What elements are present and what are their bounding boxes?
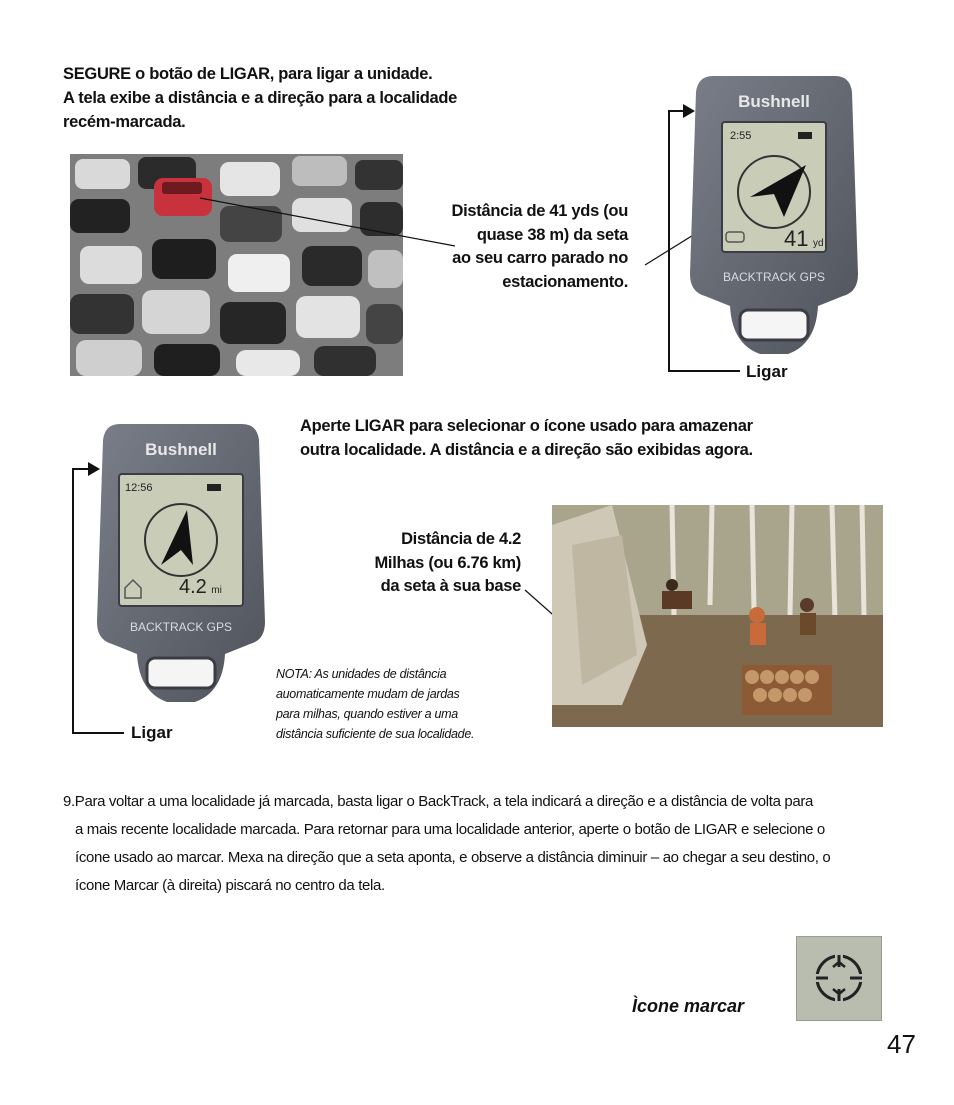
device-model: BACKTRACK GPS: [722, 270, 826, 284]
callout-line: da seta à sua base: [380, 577, 521, 595]
note-line: distância suficiente de sua localidade.: [276, 727, 475, 741]
device-brand: Bushnell: [145, 440, 217, 459]
power-label: Ligar: [131, 723, 173, 742]
callout-line: estacionamento.: [502, 272, 628, 291]
callout-line: quase 38 m) da seta: [476, 225, 628, 244]
device-time: 12:56: [125, 482, 153, 494]
paragraph-line: 9.Para voltar a uma localidade já marcada, basta ligar o BackTrack, a tela indicará a direção e a distância de volta para: [63, 793, 814, 810]
distance-unit: yd: [812, 238, 824, 249]
paragraph-line: ícone Marcar (à direita) piscará no centro da tela.: [75, 877, 385, 894]
power-bracket: [668, 370, 740, 372]
callout-line: Distância de 41 yds (ou: [451, 202, 628, 220]
intro-line: A tela exibe a distância e a direção para a localidade: [63, 89, 458, 107]
device-distance: [784, 226, 824, 252]
power-bracket: [72, 468, 74, 734]
arrow-right-icon: [683, 104, 695, 118]
instruction-paragraph: [63, 788, 903, 900]
callout-line: Aperte LIGAR para selecionar o ícone usado para amazenar: [300, 417, 753, 435]
note-line: para milhas, quando estiver a uma: [276, 707, 458, 721]
note-line: NOTA: As unidades de distância: [276, 667, 447, 681]
device-model: BACKTRACK GPS: [129, 620, 233, 634]
device-distance: [179, 576, 222, 599]
mark-icon-label: Ìcone marcar: [632, 996, 745, 1016]
paragraph-line: a mais recente localidade marcada. Para retornar para uma localidade anterior, aperte o botão de LIGAR e selecione o: [75, 821, 825, 838]
gps-device-illustration: [688, 74, 860, 364]
note-line: auomaticamente mudam de jardas: [276, 687, 460, 701]
distance-value: 41: [784, 226, 809, 251]
units-note: [276, 664, 526, 744]
crosshair-icon: [797, 937, 881, 1020]
car-distance-callout: [410, 200, 628, 294]
page-number: 47: [887, 1029, 916, 1059]
battery-icon: [207, 484, 221, 491]
mark-icon: [796, 936, 882, 1021]
device-time: 2:55: [730, 130, 752, 142]
intro-line: SEGURE o botão de LIGAR, para ligar a unidade.: [63, 65, 433, 83]
campsite-image: [552, 505, 883, 727]
power-bracket: [72, 732, 124, 734]
gps-device-illustration: [95, 422, 267, 712]
power-bracket: [668, 110, 670, 372]
power-label: Ligar: [746, 362, 788, 381]
distance-value: 4.2: [179, 576, 207, 598]
callout-line: ao seu carro parado no: [452, 249, 628, 267]
battery-icon: [798, 132, 812, 139]
callout-line: outra localidade. A distância e a direção são exibidas agora.: [300, 441, 753, 459]
intro-line: recém-marcada.: [63, 113, 186, 131]
distance-unit: mi: [211, 585, 222, 596]
campsite-photo: [552, 505, 883, 727]
callout-line: Milhas (ou 6.76 km): [374, 553, 521, 572]
callout-line: Distância de 4.2: [401, 530, 521, 548]
select-icon-callout: [300, 414, 800, 462]
gps-device-bottom: [95, 422, 267, 712]
arrow-right-icon: [88, 462, 100, 476]
camp-distance-callout: [330, 528, 521, 599]
device-brand: Bushnell: [738, 92, 810, 111]
paragraph-line: ícone usado ao marcar. Mexa na direção que a seta aponta, e observe a distância diminuir – ao chegar a seu destino, o: [75, 849, 831, 866]
gps-device-top: [688, 74, 860, 364]
